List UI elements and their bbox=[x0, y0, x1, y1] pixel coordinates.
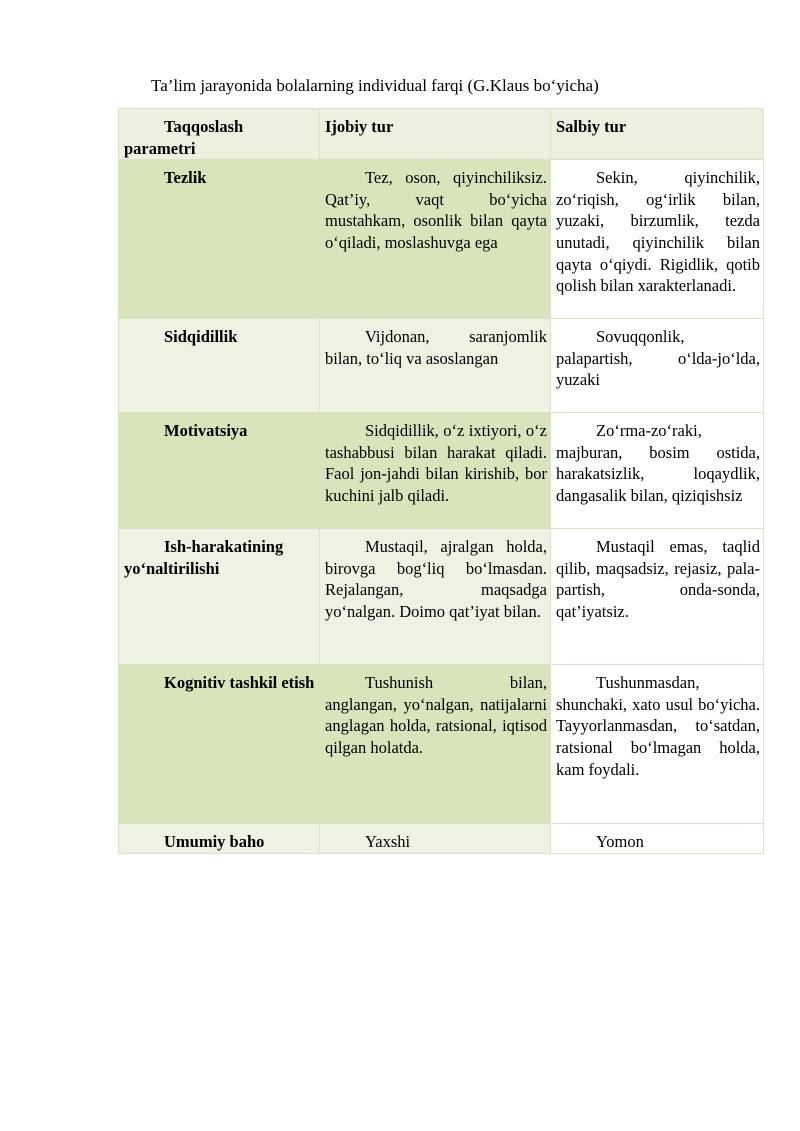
row-positive: Yaxshi bbox=[320, 824, 551, 854]
row-positive: Tez, oson, qiyinchiliksiz. Qat’iy, vaqt bo‘yicha mustahkam, osonlik bilan qayta o‘qiladi, moslashuvga ega bbox=[320, 160, 551, 319]
comparison-table bbox=[118, 108, 764, 854]
row-positive: Sidqidillik, o‘z ixtiyori, o‘z tashabbusi bilan harakat qiladi. Faol jon-jahdi bilan kirishib, bor kuchini jalb qiladi. bbox=[320, 413, 551, 529]
table-row bbox=[119, 529, 764, 665]
table-row bbox=[119, 413, 764, 529]
row-negative: Mustaqil emas, taqlid qilib, maqsadsiz, rejasiz, pala-partish, onda-sonda, qat’iyatsiz. bbox=[551, 529, 764, 665]
row-negative: Sekin, qiyinchilik, zo‘riqish, og‘irlik bilan, yuzaki, birzumlik, tezda unutadi, qiyinchilik bilan qayta o‘qiydi. Rigidlik, qotib qolish bilan xarakterlanadi. bbox=[551, 160, 764, 319]
row-param: Sidqidillik bbox=[119, 319, 320, 413]
row-param: Tezlik bbox=[119, 160, 320, 319]
table-row bbox=[119, 160, 764, 319]
row-positive: Tushunish bilan, anglangan, yo‘nalgan, natijalarni anglagan holda, ratsional, iqtisod qilgan holatda. bbox=[320, 665, 551, 824]
row-param: Motivatsiya bbox=[119, 413, 320, 529]
table-header-row bbox=[119, 109, 764, 160]
header-positive: Ijobiy tur bbox=[320, 109, 551, 160]
row-positive: Vijdonan, saranjomlik bilan, to‘liq va asoslangan bbox=[320, 319, 551, 413]
table-caption: Ta’lim jarayonida bolalarning individual farqi (G.Klaus bo‘yicha) bbox=[151, 76, 599, 95]
header-negative: Salbiy tur bbox=[551, 109, 764, 160]
table-row bbox=[119, 665, 764, 824]
row-negative: Yomon bbox=[551, 824, 764, 854]
header-parameter-text: Taqqoslash parametri bbox=[124, 117, 244, 158]
table-row bbox=[119, 824, 764, 854]
row-negative: Zo‘rma-zo‘raki, majburan, bosim ostida, harakatsizlik, loqaydlik, dangasalik bilan, qiziqishsiz bbox=[551, 413, 764, 529]
table-row bbox=[119, 319, 764, 413]
header-parameter bbox=[119, 109, 320, 160]
row-negative: Tushunmasdan, shunchaki, xato usul bo‘yicha. Tayyorlanmasdan, to‘satdan, ratsional bo‘lmagan holda, kam foydali. bbox=[551, 665, 764, 824]
row-param: Umumiy baho bbox=[119, 824, 320, 854]
row-param: Ish-harakatining yo‘naltirilishi bbox=[119, 529, 320, 665]
row-positive: Mustaqil, ajralgan holda, birovga bog‘liq bo‘lmasdan. Rejalangan, maqsadga yo‘nalgan. Doimo qat’iyat bilan. bbox=[320, 529, 551, 665]
row-param: Kognitiv tashkil etish bbox=[119, 665, 320, 824]
row-negative: Sovuqqonlik, palapartish, o‘lda-jo‘lda, yuzaki bbox=[551, 319, 764, 413]
